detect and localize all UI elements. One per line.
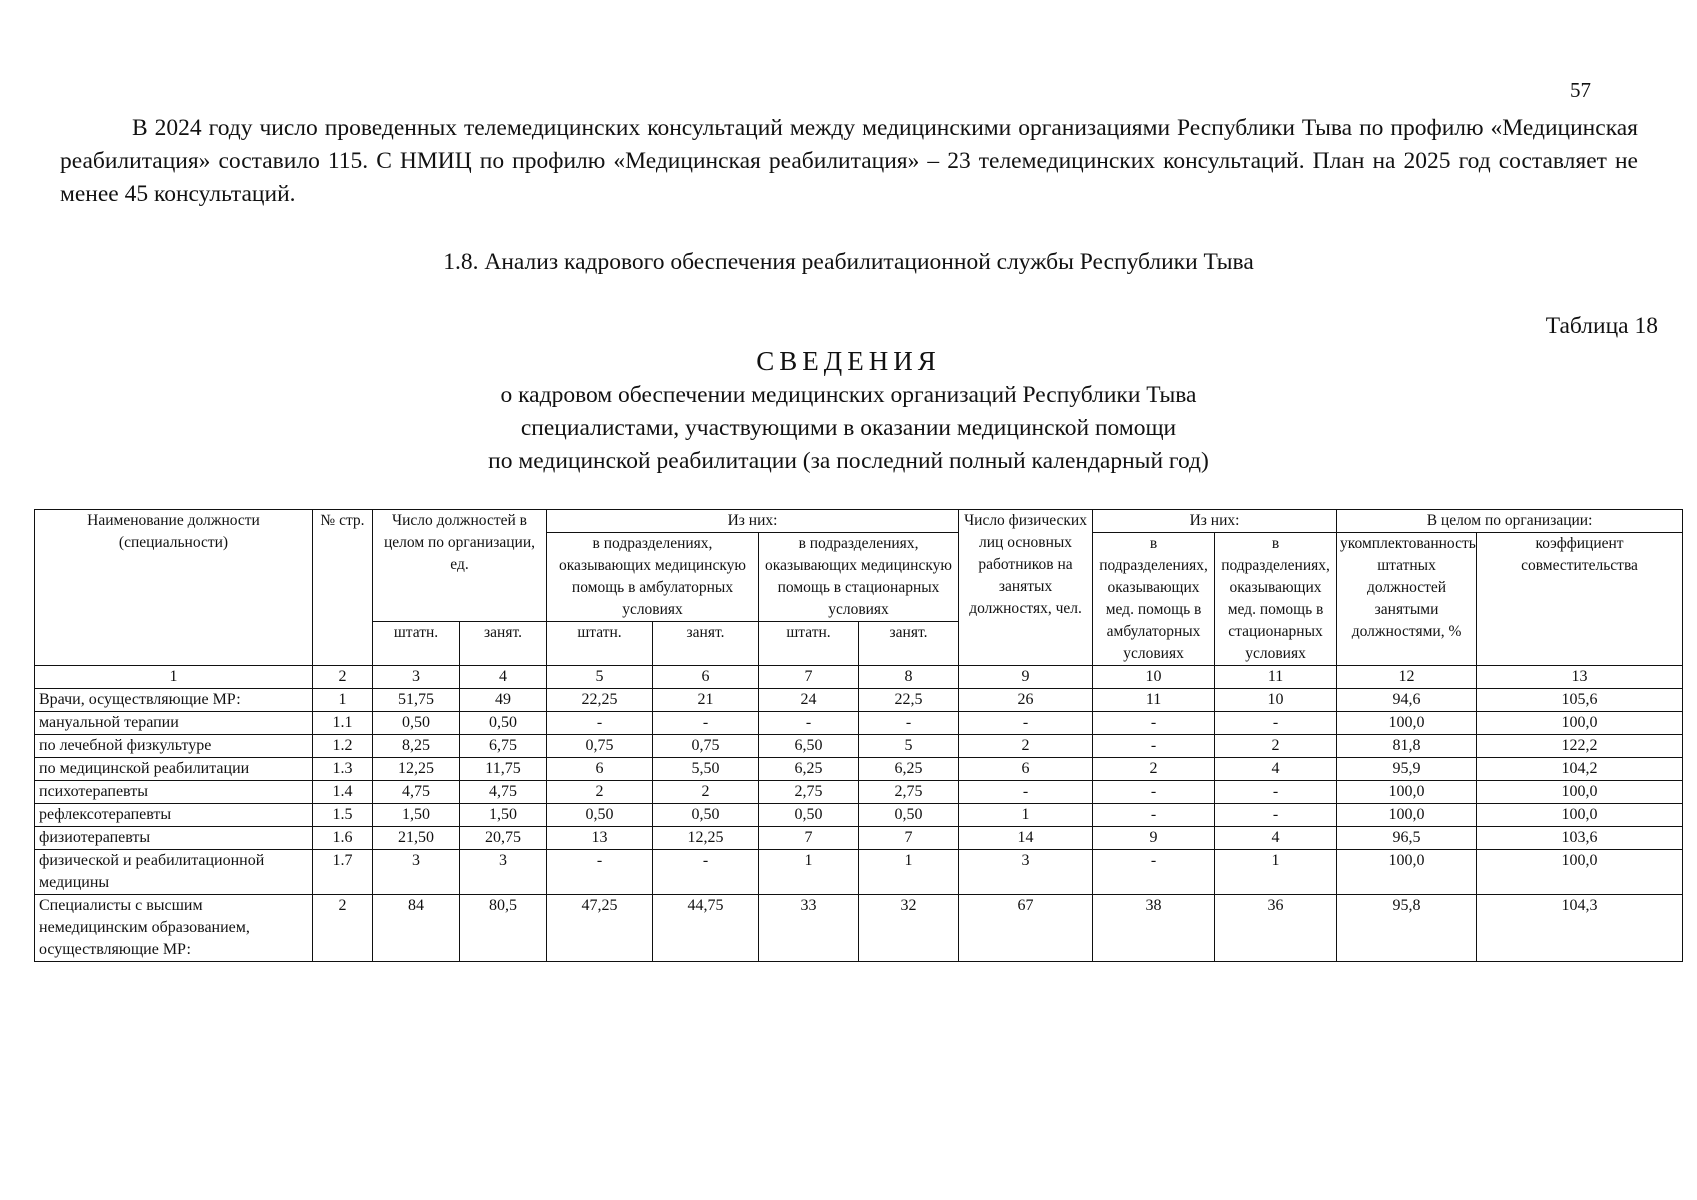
row-value-col-9: - [959, 781, 1093, 804]
header-staff: штатн. [759, 622, 859, 666]
row-value-col-3: 4,75 [373, 781, 460, 804]
column-number: 10 [1093, 666, 1215, 689]
row-value-col-10: - [1093, 735, 1215, 758]
header-row-no: № стр. [313, 510, 373, 666]
row-value-col-5: 47,25 [547, 895, 653, 962]
row-value-col-4: 11,75 [460, 758, 547, 781]
row-value-col-13: 100,0 [1477, 712, 1683, 735]
row-value-col-9: 1 [959, 804, 1093, 827]
row-value-col-10: 38 [1093, 895, 1215, 962]
header-ind-inpatient: в подразделениях, оказывающих мед. помощь в стационарных условиях [1215, 533, 1337, 666]
table-row [35, 827, 1683, 850]
row-value-col-10: - [1093, 804, 1215, 827]
row-value-col-9: 3 [959, 850, 1093, 895]
table-subtitle-line: о кадровом обеспечении медицинских организаций Республики Тыва [500, 382, 1197, 408]
header-inpatient-units: в подразделениях, оказывающих медицинскую помощь в стационарных условиях [759, 533, 959, 622]
row-value-col-5: 13 [547, 827, 653, 850]
row-value-col-13: 100,0 [1477, 781, 1683, 804]
header-occupied: занят. [859, 622, 959, 666]
row-value-col-10: - [1093, 781, 1215, 804]
row-value-col-13: 100,0 [1477, 804, 1683, 827]
header-org-total: В целом по организации: [1337, 510, 1683, 533]
column-number: 8 [859, 666, 959, 689]
row-value-col-11: 4 [1215, 758, 1337, 781]
row-position-name: рефлексотерапевты [35, 804, 313, 827]
row-value-col-4: 20,75 [460, 827, 547, 850]
row-value-col-13: 122,2 [1477, 735, 1683, 758]
row-value-col-13: 105,6 [1477, 689, 1683, 712]
row-value-col-5: 22,25 [547, 689, 653, 712]
row-number: 1.5 [313, 804, 373, 827]
row-value-col-10: - [1093, 712, 1215, 735]
row-value-col-8: 22,5 [859, 689, 959, 712]
row-value-col-5: - [547, 850, 653, 895]
row-value-col-11: 4 [1215, 827, 1337, 850]
row-value-col-6: 5,50 [653, 758, 759, 781]
row-value-col-11: - [1215, 781, 1337, 804]
row-position-name: Специалисты с высшим немедицинским образованием, осуществляющие МР: [35, 895, 313, 962]
row-value-col-8: 7 [859, 827, 959, 850]
row-value-col-3: 51,75 [373, 689, 460, 712]
header-staff: штатн. [547, 622, 653, 666]
header-staffing-level: укомплектованность штатных должностей занятыми должностями, % [1337, 533, 1477, 666]
row-value-col-4: 6,75 [460, 735, 547, 758]
row-value-col-9: - [959, 712, 1093, 735]
row-value-col-6: 2 [653, 781, 759, 804]
row-value-col-8: 5 [859, 735, 959, 758]
row-value-col-7: 0,50 [759, 804, 859, 827]
table-row [35, 758, 1683, 781]
row-number: 1.3 [313, 758, 373, 781]
row-value-col-13: 103,6 [1477, 827, 1683, 850]
row-value-col-7: 6,50 [759, 735, 859, 758]
header-outpatient-units: в подразделениях, оказывающих медицинскую помощь в амбулаторных условиях [547, 533, 759, 622]
row-position-name: по лечебной физкультуре [35, 735, 313, 758]
row-value-col-6: 21 [653, 689, 759, 712]
row-value-col-8: 2,75 [859, 781, 959, 804]
row-value-col-3: 21,50 [373, 827, 460, 850]
row-position-name: психотерапевты [35, 781, 313, 804]
row-number: 2 [313, 895, 373, 962]
row-number: 1.2 [313, 735, 373, 758]
table-row [35, 781, 1683, 804]
row-value-col-3: 0,50 [373, 712, 460, 735]
row-value-col-3: 8,25 [373, 735, 460, 758]
row-position-name: по медицинской реабилитации [35, 758, 313, 781]
row-value-col-5: - [547, 712, 653, 735]
column-number: 6 [653, 666, 759, 689]
row-value-col-13: 104,2 [1477, 758, 1683, 781]
row-value-col-7: 33 [759, 895, 859, 962]
table-row [35, 895, 1683, 962]
table-row [35, 735, 1683, 758]
row-value-col-12: 95,8 [1337, 895, 1477, 962]
row-value-col-11: - [1215, 712, 1337, 735]
row-value-col-8: - [859, 712, 959, 735]
header-staff: штатн. [373, 622, 460, 666]
column-number: 12 [1337, 666, 1477, 689]
table-body [35, 666, 1683, 962]
page-number: 57 [1570, 78, 1591, 102]
section-heading: 1.8. Анализ кадрового обеспечения реабилитационной службы Республики Тыва [443, 249, 1254, 275]
row-number: 1.1 [313, 712, 373, 735]
row-value-col-6: 12,25 [653, 827, 759, 850]
row-number: 1.6 [313, 827, 373, 850]
row-value-col-6: 44,75 [653, 895, 759, 962]
header-ind-outpatient: в подразделениях, оказывающих мед. помощь в амбулаторных условиях [1093, 533, 1215, 666]
intro-paragraph: В 2024 году число проведенных телемедицинских консультаций между медицинскими организациями Республики Тыва по профилю «Медицинская реабилитация» составило 115. С НМИЦ по профилю «Медицинская реабилитация» – 23 телемедицинских консультаций. План на 2025 год составляет не менее 45 консультаций. [60, 115, 1638, 207]
row-value-col-6: - [653, 850, 759, 895]
column-number: 13 [1477, 666, 1683, 689]
row-value-col-11: 2 [1215, 735, 1337, 758]
header-occupied: занят. [653, 622, 759, 666]
row-value-col-10: - [1093, 850, 1215, 895]
row-value-col-11: 10 [1215, 689, 1337, 712]
row-value-col-3: 12,25 [373, 758, 460, 781]
row-value-col-10: 2 [1093, 758, 1215, 781]
row-value-col-9: 6 [959, 758, 1093, 781]
row-value-col-8: 1 [859, 850, 959, 895]
header-combination-coef: коэффициент совместительства [1477, 533, 1683, 666]
row-value-col-5: 6 [547, 758, 653, 781]
row-value-col-6: - [653, 712, 759, 735]
row-value-col-7: 2,75 [759, 781, 859, 804]
row-value-col-4: 49 [460, 689, 547, 712]
table-subtitle-line: специалистами, участвующими в оказании медицинской помощи [520, 415, 1177, 441]
row-value-col-7: 1 [759, 850, 859, 895]
row-value-col-3: 84 [373, 895, 460, 962]
row-value-col-13: 104,3 [1477, 895, 1683, 962]
row-value-col-3: 3 [373, 850, 460, 895]
table-label: Таблица 18 [1545, 313, 1658, 339]
row-value-col-12: 100,0 [1337, 712, 1477, 735]
header-of-them: Из них: [547, 510, 959, 533]
row-value-col-9: 2 [959, 735, 1093, 758]
header-positions-total: Число должностей в целом по организации, ед. [373, 510, 547, 622]
column-number: 2 [313, 666, 373, 689]
row-value-col-4: 80,5 [460, 895, 547, 962]
table-row [35, 804, 1683, 827]
header-position-name: Наименование должности (специальности) [35, 510, 313, 666]
column-number: 1 [35, 666, 313, 689]
table-title: СВЕДЕНИЯ [756, 346, 941, 376]
row-position-name: Врачи, осуществляющие МР: [35, 689, 313, 712]
row-value-col-12: 100,0 [1337, 781, 1477, 804]
row-value-col-4: 4,75 [460, 781, 547, 804]
row-value-col-5: 0,75 [547, 735, 653, 758]
column-number: 5 [547, 666, 653, 689]
row-value-col-4: 0,50 [460, 712, 547, 735]
header-of-them: Из них: [1093, 510, 1337, 533]
row-value-col-5: 0,50 [547, 804, 653, 827]
table-row [35, 689, 1683, 712]
row-value-col-8: 32 [859, 895, 959, 962]
row-value-col-4: 3 [460, 850, 547, 895]
table-header [35, 510, 1683, 666]
header-occupied: занят. [460, 622, 547, 666]
row-number: 1.7 [313, 850, 373, 895]
table-row [35, 850, 1683, 895]
row-position-name: физиотерапевты [35, 827, 313, 850]
row-value-col-12: 96,5 [1337, 827, 1477, 850]
row-value-col-12: 95,9 [1337, 758, 1477, 781]
row-value-col-8: 6,25 [859, 758, 959, 781]
table-subtitle-line: по медицинской реабилитации (за последний полный календарный год) [488, 448, 1209, 474]
table-row [35, 712, 1683, 735]
row-value-col-11: - [1215, 804, 1337, 827]
intro-paragraph-block [60, 112, 1638, 211]
row-value-col-5: 2 [547, 781, 653, 804]
row-value-col-12: 94,6 [1337, 689, 1477, 712]
column-number: 4 [460, 666, 547, 689]
column-numbers-row [35, 666, 1683, 689]
row-value-col-9: 67 [959, 895, 1093, 962]
table-title-block [0, 343, 1697, 478]
row-value-col-8: 0,50 [859, 804, 959, 827]
row-value-col-10: 9 [1093, 827, 1215, 850]
row-number: 1.4 [313, 781, 373, 804]
row-value-col-12: 100,0 [1337, 850, 1477, 895]
column-number: 11 [1215, 666, 1337, 689]
row-value-col-4: 1,50 [460, 804, 547, 827]
row-value-col-9: 26 [959, 689, 1093, 712]
row-value-col-3: 1,50 [373, 804, 460, 827]
row-position-name: физической и реабилитационной медицины [35, 850, 313, 895]
row-value-col-12: 81,8 [1337, 735, 1477, 758]
column-number: 9 [959, 666, 1093, 689]
row-value-col-11: 1 [1215, 850, 1337, 895]
row-value-col-7: 7 [759, 827, 859, 850]
row-value-col-9: 14 [959, 827, 1093, 850]
row-value-col-6: 0,50 [653, 804, 759, 827]
row-value-col-7: - [759, 712, 859, 735]
column-number: 3 [373, 666, 460, 689]
row-number: 1 [313, 689, 373, 712]
row-value-col-7: 24 [759, 689, 859, 712]
row-value-col-7: 6,25 [759, 758, 859, 781]
row-position-name: мануальной терапии [35, 712, 313, 735]
row-value-col-12: 100,0 [1337, 804, 1477, 827]
staffing-table [34, 509, 1683, 962]
row-value-col-10: 11 [1093, 689, 1215, 712]
row-value-col-11: 36 [1215, 895, 1337, 962]
row-value-col-6: 0,75 [653, 735, 759, 758]
header-individuals: Число физических лиц основных работников на занятых должностях, чел. [959, 510, 1093, 666]
row-value-col-13: 100,0 [1477, 850, 1683, 895]
column-number: 7 [759, 666, 859, 689]
